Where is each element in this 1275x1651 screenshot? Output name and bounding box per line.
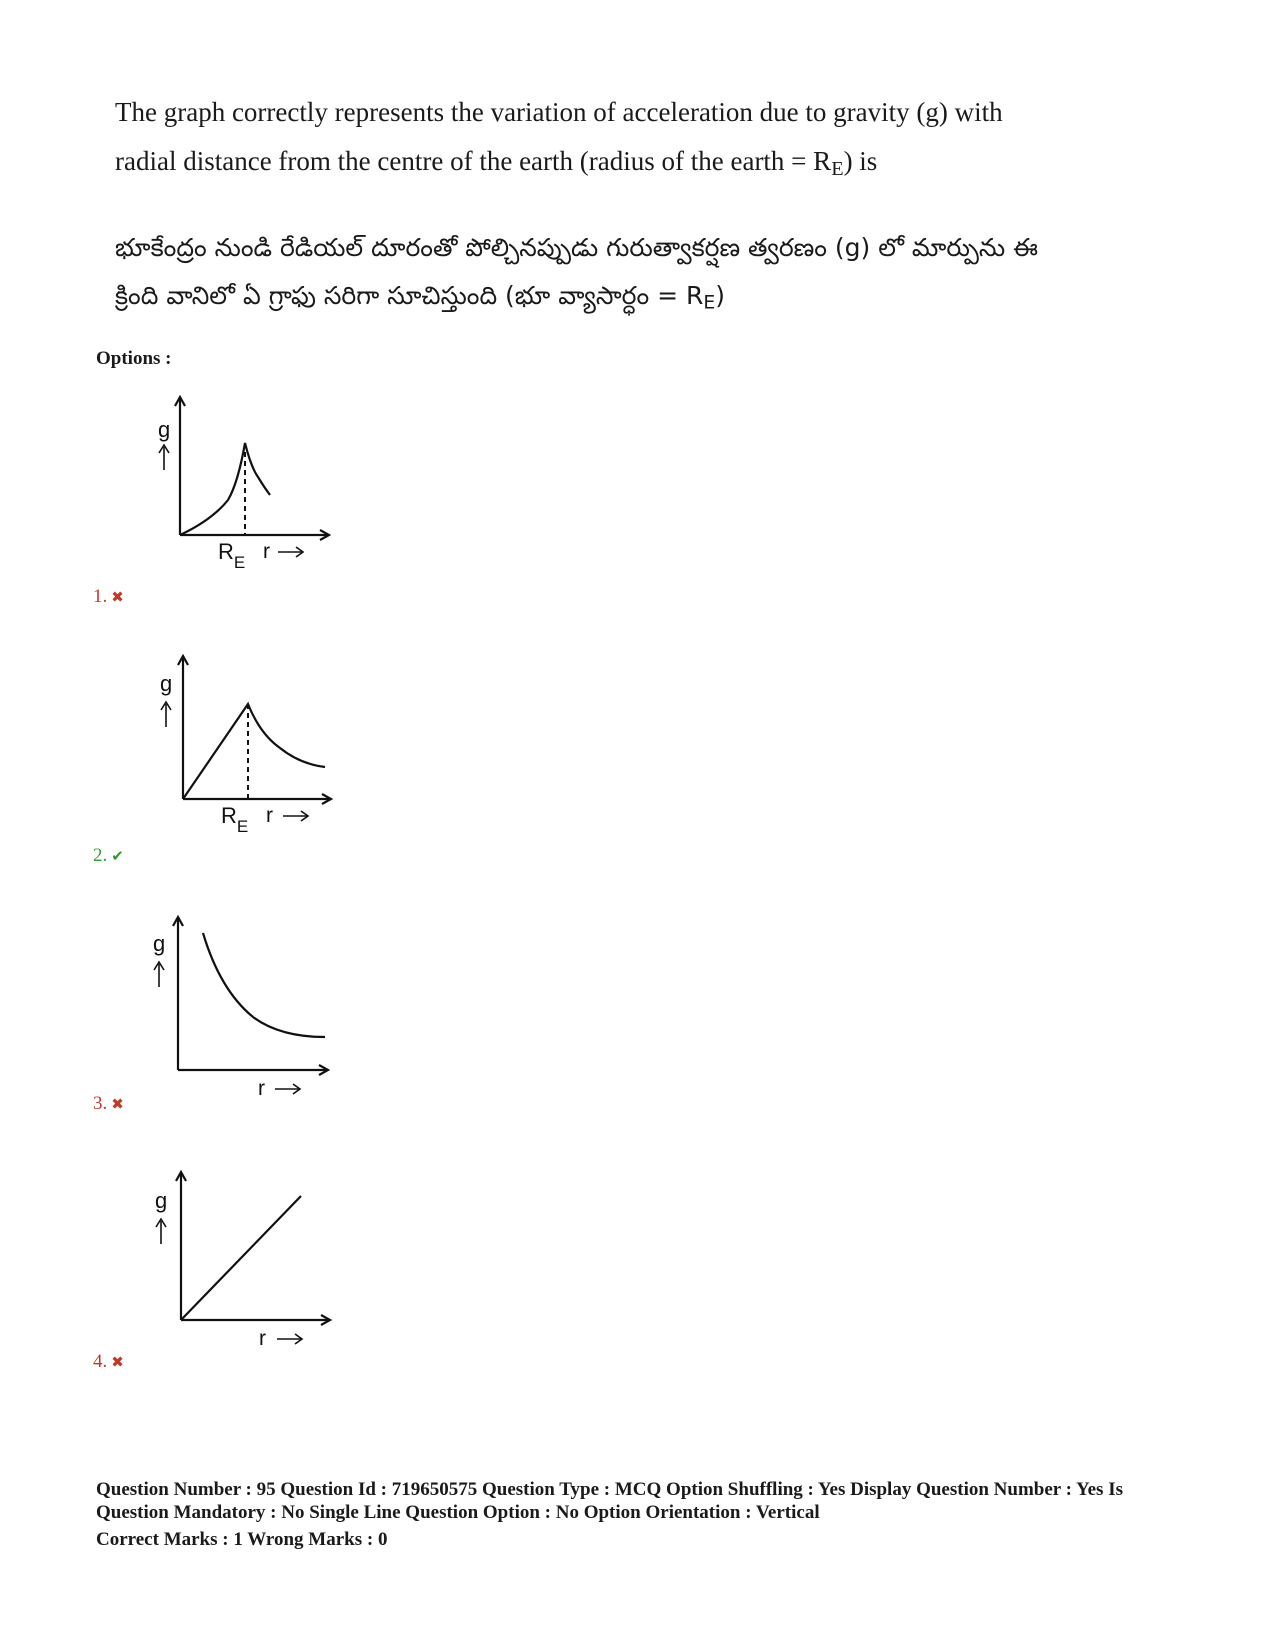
option-1-number: 1. ✖: [93, 586, 124, 607]
question-english: [115, 88, 1135, 194]
g-curve: [183, 704, 325, 799]
cross-mark-icon: ✖: [111, 1355, 124, 1371]
g-curve: [180, 443, 270, 535]
marks-line: Correct Marks : 1 Wrong Marks : 0: [96, 1529, 388, 1550]
option-3-graph: [145, 915, 345, 1130]
options-label: Options :: [96, 348, 172, 369]
question-telugu-line1: భూకేంద్రం నుండి రేడియల్ దూరంతో పోల్చినప్పుడు గురుత్వాకర్షణ త్వరణం (g) లో మార్పును ఈ: [115, 233, 1038, 262]
question-telugu-line2: క్రింది వానిలో ఏ గ్రాఫు సరిగా సూచిస్తుంది (భూ వ్యాసార్ధం = $R_E$): [115, 281, 725, 314]
option-4-graph: [145, 1170, 345, 1385]
metadata-line1: Question Number : 95 Question Id : 719650575 Question Type : MCQ Option Shuffling : Yes Display Question Number : Yes Is: [96, 1479, 1123, 1500]
question-telugu: [115, 224, 1145, 328]
re-label: $R_E$: [218, 539, 246, 572]
option-1-graph: [150, 395, 350, 610]
option-4-number: 4. ✖: [93, 1351, 124, 1372]
question-metadata: [96, 1478, 1186, 1551]
y-axis-label: g: [155, 1188, 168, 1213]
question-english-line2: radial distance from the centre of the earth (radius of the earth = $R_E$) is: [115, 146, 878, 181]
x-axis-label: r: [263, 540, 270, 563]
y-axis-label: g: [153, 931, 166, 956]
option-3-number: 3. ✖: [93, 1093, 124, 1114]
x-axis-label: r: [258, 1077, 265, 1100]
g-curve: [203, 933, 325, 1037]
cross-mark-icon: ✖: [111, 1097, 124, 1113]
question-english-line1: The graph correctly represents the variation of acceleration due to gravity (g) with: [115, 97, 1003, 127]
option-2-graph: [150, 654, 350, 869]
g-curve: [181, 1196, 301, 1320]
x-axis-label: r: [259, 1327, 266, 1350]
metadata-line2: Question Mandatory : No Single Line Question Option : No Option Orientation : Vertical: [96, 1502, 820, 1523]
cross-mark-icon: ✖: [111, 590, 124, 606]
check-mark-icon: ✔: [111, 849, 124, 865]
re-label: $R_E$: [221, 803, 249, 836]
y-axis-label: g: [158, 417, 171, 442]
option-2-number: 2. ✔: [93, 845, 124, 866]
x-axis-label: r: [266, 804, 273, 827]
y-axis-label: g: [160, 671, 173, 696]
